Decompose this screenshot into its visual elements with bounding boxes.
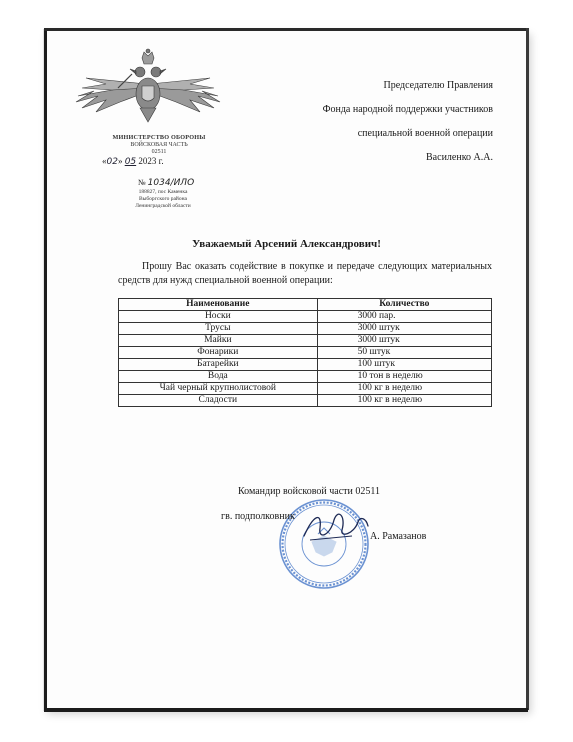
item-quantity: 50 штук <box>317 347 491 359</box>
date-mid: » <box>117 156 123 166</box>
page-edge-top <box>44 28 528 31</box>
unit-address <box>108 189 218 210</box>
date-year: 2023 г. <box>138 156 164 166</box>
item-name: Чай черный крупнолистовой <box>119 383 318 395</box>
item-name: Носки <box>119 311 318 323</box>
item-name: Майки <box>119 335 318 347</box>
item-quantity: 100 кг в неделю <box>317 395 491 407</box>
item-name: Батарейки <box>119 359 318 371</box>
ref-number: 1034/ИЛО <box>147 178 195 188</box>
item-quantity: 100 кг в неделю <box>317 383 491 395</box>
item-quantity: 10 тон в неделю <box>317 371 491 383</box>
column-header-name: Наименование <box>119 299 318 311</box>
item-name: Сладости <box>119 395 318 407</box>
table-row <box>119 371 492 383</box>
table-header-row <box>119 299 492 311</box>
column-header-quantity: Количество <box>317 299 491 311</box>
table-row <box>119 347 492 359</box>
item-quantity: 3000 штук <box>317 335 491 347</box>
ministry-title: МИНИСТЕРСТВО ОБОРОНЫ <box>112 134 206 141</box>
addressee-line-2: Фонда народной поддержки участников <box>322 104 493 115</box>
unit-number: 02511 <box>151 149 167 155</box>
greeting: Уважаемый Арсений Александрович! <box>192 238 381 250</box>
addressee-line-4: Василенко А.А. <box>426 152 493 163</box>
item-name: Фонарики <box>119 347 318 359</box>
address-line-1: 188827, пос Каменка <box>138 189 188 195</box>
items-table <box>118 298 492 407</box>
item-quantity: 3000 пар. <box>317 311 491 323</box>
signer-name: А. Рамазанов <box>370 531 427 542</box>
request-paragraph: Прошу Вас оказать содействие в покупке и передаче следующих материальных средств для нужд специальной военной операции: <box>118 261 492 286</box>
addressee-line-1: Председателю Правления <box>383 80 493 91</box>
page-edge-bottom <box>44 708 528 712</box>
address-line-2: Выборгского района <box>138 196 187 202</box>
table-row <box>119 359 492 371</box>
double-headed-eagle-emblem-icon <box>72 44 224 124</box>
table-row <box>119 383 492 395</box>
table-row <box>119 395 492 407</box>
date-month: 05 <box>124 157 137 167</box>
table-row <box>119 311 492 323</box>
ref-prefix: № <box>138 178 146 187</box>
table-row <box>119 335 492 347</box>
address-line-3: Ленинградской области <box>135 203 191 209</box>
item-quantity: 3000 штук <box>317 323 491 335</box>
reference-number <box>138 178 194 188</box>
table-row <box>119 323 492 335</box>
handwritten-signature <box>300 506 372 546</box>
page-edge-right <box>526 28 529 710</box>
date-prefix: « <box>102 156 107 166</box>
item-quantity: 100 штук <box>317 359 491 371</box>
addressee-block <box>323 74 493 170</box>
page-edge-left <box>44 30 47 710</box>
date-day: 02 <box>106 157 118 167</box>
document-date <box>102 156 222 167</box>
ministry-header <box>100 134 218 157</box>
unit-line: ВОЙСКОВАЯ ЧАСТЬ <box>130 141 188 148</box>
item-name: Вода <box>119 371 318 383</box>
addressee-line-3: специальной военной операции <box>357 128 493 139</box>
signer-rank: гв. подполковник <box>221 511 295 522</box>
item-name: Трусы <box>119 323 318 335</box>
commander-title: Командир войсковой части 02511 <box>238 486 381 497</box>
